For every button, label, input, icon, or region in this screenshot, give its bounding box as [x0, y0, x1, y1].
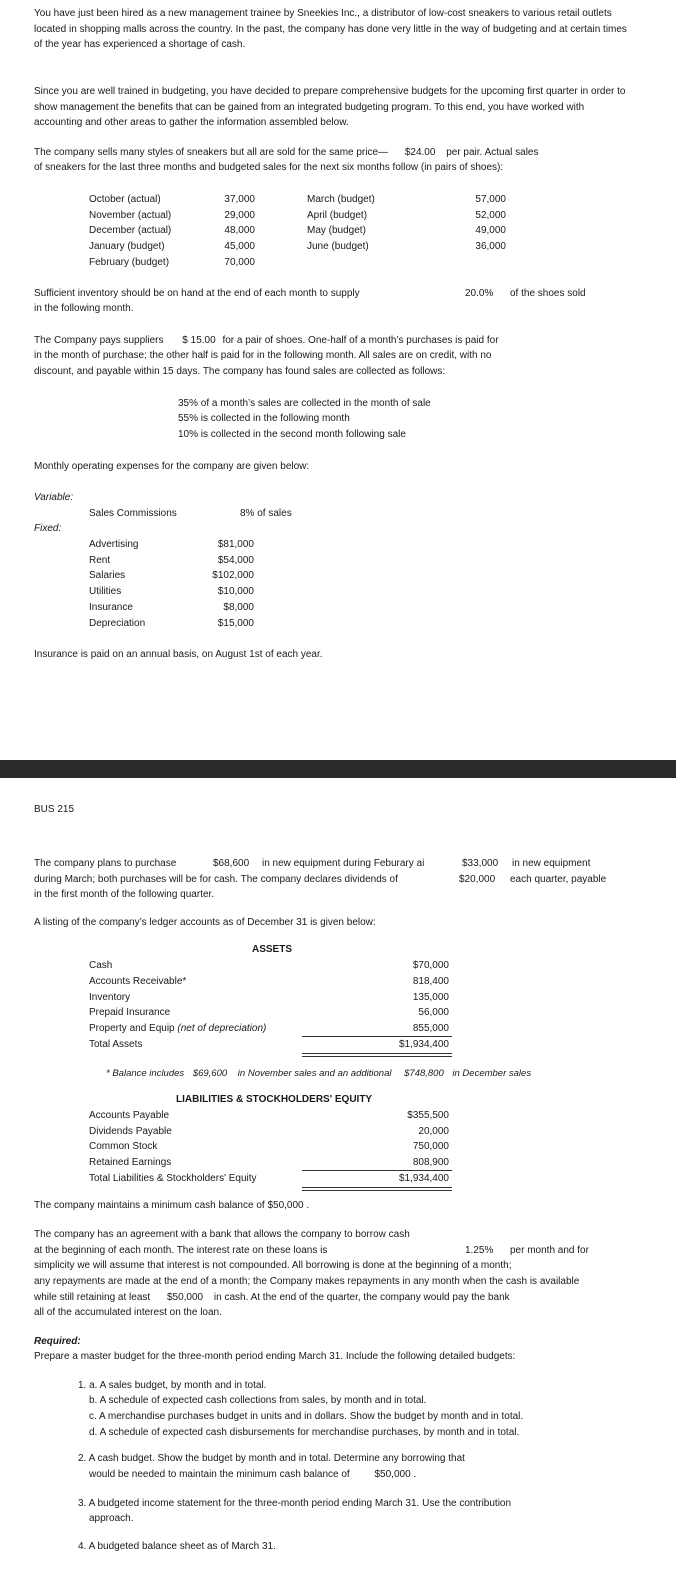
sales-value: 49,000	[475, 225, 506, 236]
liability-value: 808,900	[412, 1157, 449, 1168]
dividends-amount: $20,000	[459, 874, 496, 885]
liability-label: Accounts Payable	[89, 1110, 170, 1121]
fixed-expense-label: Salaries	[89, 570, 126, 581]
ppe-note: (net of depreciation)	[177, 1023, 267, 1034]
fixed-expense-value: $10,000	[217, 586, 254, 597]
sales-value: 29,000	[224, 210, 255, 221]
total-liabilities-value: $1,934,400	[398, 1173, 449, 1184]
footnote-amount-1: $69,600	[192, 1068, 228, 1079]
ledger-intro: A listing of the company’s ledger accounts as of December 31 is given below:	[34, 917, 376, 928]
sales-value: 48,000	[224, 225, 255, 236]
asset-value: 818,400	[412, 976, 449, 987]
sales-value: 52,000	[475, 210, 506, 221]
liability-value: 750,000	[412, 1141, 449, 1152]
asset-value: $70,000	[412, 960, 449, 971]
inventory-text-b: of the shoes sold	[510, 288, 586, 299]
equipment-text-d: during March; both purchases will be for cash. The company declares dividends of	[34, 874, 398, 885]
total-assets-label: Total Assets	[89, 1039, 143, 1050]
price-text-a: The company sells many styles of sneakers but all are sold for the same price—	[34, 147, 389, 158]
bank-text-b: at the beginning of each month. The interest rate on these loans is	[34, 1245, 328, 1256]
intro-paragraph-1: You have just been hired as a new management trainee by Sneekies Inc., a distributor of low-cost sneakers to various retail outlets located in shopping malls across the country. In the past, the company has done very little in the way of budgeting and at certain times of the year has experienced a shortage of cash.	[34, 8, 627, 50]
intro-paragraph-2: Since you are well trained in budgeting, you have decided to prepare comprehensive budgets for the upcoming first quarter in order to show management the benefits that can be gained from an integrated budgeting program. To this end, you have worked with accounting and other areas to gather the information assembled below.	[34, 86, 626, 128]
required-item-1c: c. A merchandise purchases budget in units and in dollars. Show the budget by month and in total.	[89, 1411, 524, 1422]
collection-line: 55% is collected in the following month	[178, 413, 350, 424]
bank-text-f: while still retaining at least	[34, 1292, 151, 1303]
liability-value: $355,500	[407, 1110, 449, 1121]
fixed-expense-value: $15,000	[217, 618, 254, 629]
fixed-expense-label: Advertising	[89, 539, 139, 550]
sales-label: April (budget)	[307, 210, 368, 221]
required-item-4: 4. A budgeted balance sheet as of March 31.	[78, 1541, 276, 1552]
sales-label: October (actual)	[89, 194, 161, 205]
total-liabilities-label: Total Liabilities & Stockholders' Equity	[89, 1173, 257, 1184]
page-separator	[0, 760, 676, 778]
fixed-expense-label: Utilities	[89, 586, 122, 597]
required-item-1b: b. A schedule of expected cash collections from sales, by month and in total.	[89, 1395, 427, 1406]
inventory-text-c: in the following month.	[34, 303, 134, 314]
sales-label: June (budget)	[307, 241, 369, 252]
asset-label: Accounts Receivable*	[89, 976, 187, 987]
page-header: BUS 215	[34, 804, 75, 815]
asset-value: 135,000	[412, 992, 449, 1003]
fixed-expense-value: $8,000	[223, 602, 254, 613]
suppliers-text-d: discount, and payable within 15 days. The company has found sales are collected as follows:	[34, 366, 446, 377]
required-item-1d: d. A schedule of expected cash disbursements for merchandise purchases, by month and in total.	[89, 1427, 520, 1438]
variable-label: Variable:	[34, 492, 74, 503]
asset-label: Prepaid Insurance	[89, 1007, 171, 1018]
fixed-expense-value: $102,000	[212, 570, 254, 581]
equipment-amount-2: $33,000	[462, 858, 499, 869]
sales-value: 57,000	[475, 194, 506, 205]
collection-line: 10% is collected in the second month following sale	[178, 429, 406, 440]
sales-label: December (actual)	[89, 225, 172, 236]
bank-line-f	[34, 1292, 510, 1303]
required-item-2a: 2. A cash budget. Show the budget by month and in total. Determine any borrowing that	[78, 1453, 465, 1464]
asset-label: Inventory	[89, 992, 131, 1003]
sales-value: 37,000	[224, 194, 255, 205]
required-item-2b: would be needed to maintain the minimum cash balance of	[89, 1469, 350, 1480]
commissions-label: Sales Commissions	[89, 508, 177, 519]
sales-label: January (budget)	[89, 241, 165, 252]
liability-value: 20,000	[418, 1126, 449, 1137]
asset-value: 56,000	[418, 1007, 449, 1018]
required-heading: Required:	[34, 1336, 81, 1347]
supplier-price: $ 15.00	[182, 335, 216, 346]
sales-value: 36,000	[475, 241, 506, 252]
equipment-amount-1: $68,600	[213, 858, 250, 869]
footnote-text-b: in November sales and an additional	[237, 1068, 392, 1079]
price-sentence	[34, 147, 538, 158]
required-item-1a: 1. a. A sales budget, by month and in total.	[78, 1380, 267, 1391]
total-double-rule	[302, 1053, 452, 1057]
price-text-b: per pair. Actual sales	[446, 147, 539, 158]
assets-footnote	[106, 1068, 531, 1079]
equipment-text-b: in new equipment during Feburary ai	[262, 858, 425, 869]
ppe-label: Property and Equip	[89, 1023, 175, 1034]
collection-line: 35% of a month’s sales are collected in the month of sale	[178, 398, 431, 409]
opex-heading: Monthly operating expenses for the company are given below:	[34, 461, 310, 472]
sales-label: February (budget)	[89, 257, 170, 268]
suppliers-text-b: for a pair of shoes. One-half of a month’s purchases is paid for	[222, 335, 499, 346]
required-intro: Prepare a master budget for the three-month period ending March 31. Include the following detailed budgets:	[34, 1351, 516, 1362]
liabilities-heading: LIABILITIES & STOCKHOLDERS' EQUITY	[176, 1094, 373, 1105]
required-item-2-amount: $50,000 .	[374, 1469, 417, 1480]
fixed-label: Fixed:	[34, 523, 62, 534]
required-item-3a: 3. A budgeted income statement for the three-month period ending March 31. Use the contribution	[78, 1498, 512, 1509]
equipment-text-e: each quarter, payable	[510, 874, 607, 885]
total-assets-value: $1,934,400	[398, 1039, 449, 1050]
required-item-2-line	[89, 1469, 416, 1480]
bank-text-h: all of the accumulated interest on the loan.	[34, 1307, 222, 1318]
ppe-value: 855,000	[412, 1023, 449, 1034]
fixed-expense-label: Depreciation	[89, 618, 146, 629]
fixed-expense-value: $81,000	[217, 539, 254, 550]
fixed-expense-value: $54,000	[217, 555, 254, 566]
bank-amount: $50,000	[166, 1292, 204, 1303]
sales-label: May (budget)	[307, 225, 366, 236]
bank-text-c: per month and for	[510, 1245, 589, 1256]
bank-text-a: The company has an agreement with a bank that allows the company to borrow cash	[34, 1229, 410, 1240]
liability-label: Retained Earnings	[89, 1157, 172, 1168]
bank-text-d: simplicity we will assume that interest is not compounded. All borrowing is done at the beginning of a month;	[34, 1260, 512, 1271]
suppliers-text-a: The Company pays suppliers	[34, 335, 164, 346]
min-cash-note: The company maintains a minimum cash balance of $50,000 .	[34, 1200, 310, 1211]
equipment-text-f: in the first month of the following quarter.	[34, 889, 215, 900]
footnote-text-a: * Balance includes	[106, 1068, 185, 1079]
commissions-value: 8% of sales	[240, 508, 292, 519]
assets-heading: ASSETS	[252, 944, 293, 955]
sales-label: March (budget)	[307, 194, 375, 205]
footnote-text-c: in December sales	[452, 1068, 532, 1079]
equipment-text-a: The company plans to purchase	[34, 858, 177, 869]
liability-label: Common Stock	[89, 1141, 158, 1152]
sales-value: 45,000	[224, 241, 255, 252]
fixed-expense-label: Insurance	[89, 602, 133, 613]
sales-value: 70,000	[224, 257, 255, 268]
bank-text-e: any repayments are made at the end of a month; the Company makes repayments in any month when the cash is available	[34, 1276, 580, 1287]
bank-text-g: in cash. At the end of the quarter, the company would pay the bank	[213, 1292, 510, 1303]
inventory-pct: 20.0%	[465, 288, 494, 299]
sales-label: November (actual)	[89, 210, 172, 221]
liability-label: Dividends Payable	[89, 1126, 172, 1137]
inventory-text-a: Sufficient inventory should be on hand at the end of each month to supply	[34, 288, 360, 299]
footnote-amount-2: $748,800	[404, 1068, 444, 1079]
asset-label: Cash	[89, 960, 113, 971]
interest-rate: 1.25%	[465, 1245, 494, 1256]
insurance-note: Insurance is paid on an annual basis, on August 1st of each year.	[34, 649, 323, 660]
equipment-text-c: in new equipment	[512, 858, 591, 869]
subtotal-rule	[302, 1170, 452, 1171]
required-item-3b: approach.	[89, 1513, 134, 1524]
suppliers-text-c: in the month of purchase; the other half is paid for in the following month. All sales are on credit, with no	[34, 350, 492, 361]
suppliers-line-1	[34, 335, 499, 346]
ppe-row-label	[89, 1023, 266, 1034]
subtotal-rule	[302, 1036, 452, 1037]
fixed-expense-label: Rent	[89, 555, 111, 566]
price-value: $24.00	[404, 147, 436, 158]
total-double-rule	[302, 1187, 452, 1191]
price-text-c: of sneakers for the last three months and budgeted sales for the next six months follow (in pairs of shoes):	[34, 162, 504, 173]
